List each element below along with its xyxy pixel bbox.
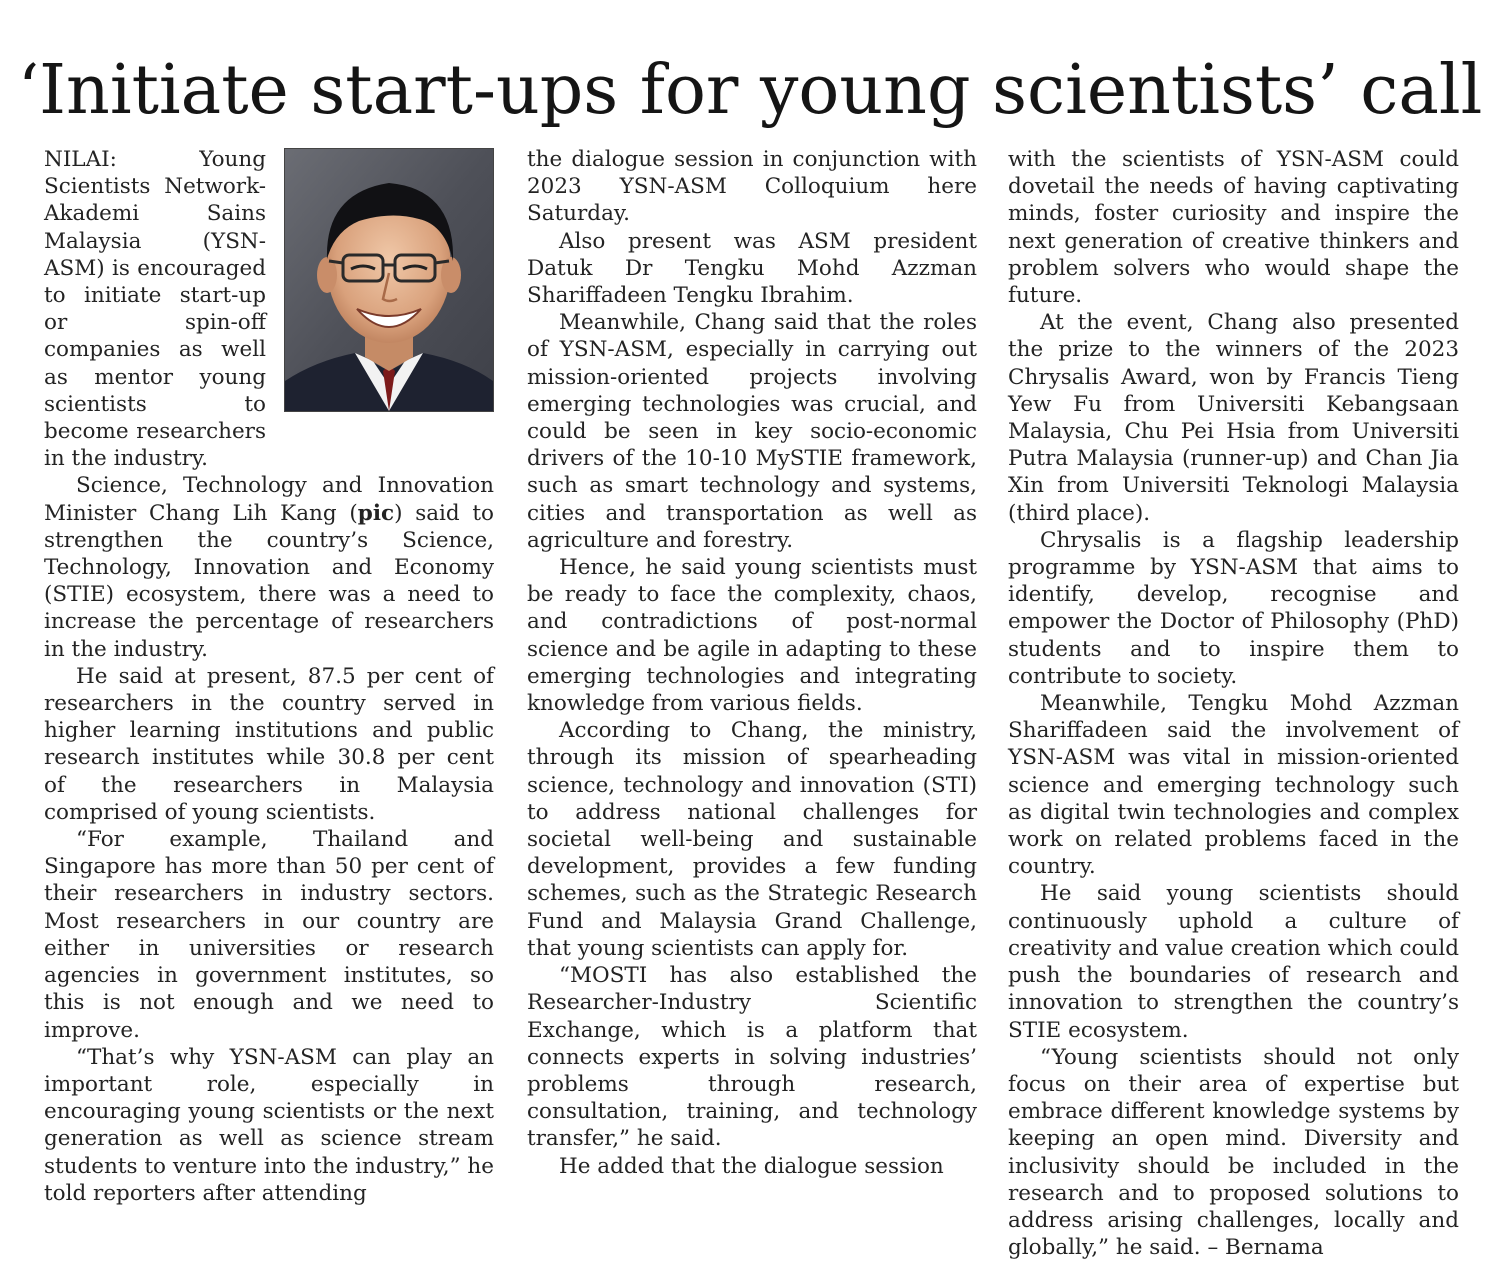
portrait-photo-icon bbox=[285, 149, 493, 411]
paragraph: “That’s why YSN-ASM can play an important role, especially in encouraging young scientists or the next generation as well as science stream students to venture into the industry,” he told reporters after attending bbox=[44, 1044, 494, 1206]
paragraph: NILAI: Young Scientists Network-Akademi Sains Malaysia (YSN-ASM) is encouraged to initiate start-up or spin-off companies as well as mentor young scientists to become researchers in the industry. bbox=[44, 147, 266, 472]
paragraph bbox=[1008, 1044, 1459, 1261]
paragraph: Also present was ASM president Datuk Dr Tengku Mohd Azzman Shariffadeen Tengku Ibrahim. bbox=[527, 228, 977, 309]
byline-credit: – Bernama bbox=[1207, 1235, 1324, 1261]
paragraph: Meanwhile, Tengku Mohd Azzman Shariffadeen said the involvement of YSN-ASM was vital in mission-oriented science and emerging technology such as digital twin technologies and complex work on related problems faced in the country. bbox=[1008, 691, 1459, 880]
article-column-2 bbox=[527, 146, 977, 1180]
portrait-photo bbox=[284, 148, 494, 412]
paragraph bbox=[44, 472, 494, 662]
paragraph: Chrysalis is a flagship leadership programme by YSN-ASM that aims to identify, develop, recognise and empower the Doctor of Philosophy (PhD) students and to inspire them to contribute to society. bbox=[1008, 527, 1459, 689]
paragraph: with the scientists of YSN-ASM could dovetail the needs of having captivating minds, foster curiosity and inspire the next generation of creative thinkers and problem solvers who would shape the future. bbox=[1008, 147, 1459, 309]
pic-reference: pic bbox=[357, 500, 395, 526]
clipped-previous-article-text bbox=[110, 0, 1330, 34]
text-run: ) said to strengthen the country’s Science, Technology, Innovation and Economy (STIE) ecosystem, there was a need to increase the percentage of researchers in the industry. bbox=[44, 500, 494, 662]
text-run: Science, Technology and Innovation Minister Chang Lih Kang ( bbox=[44, 473, 494, 526]
paragraph: He said young scientists should continuously uphold a culture of creativity and value creation which could push the boundaries of research and innovation to strengthen the country’s STIE ecosystem. bbox=[1008, 881, 1459, 1043]
paragraph: the dialogue session in conjunction with 2023 YSN-ASM Colloquium here Saturday. bbox=[527, 147, 977, 227]
paragraph: Hence, he said young scientists must be ready to face the complexity, chaos, and contradictions of post-normal science and be agile in adapting to these emerging technologies and integrating knowledge from various fields. bbox=[527, 555, 977, 717]
text-run: “Young scientists should not only focus on their area of expertise but embrace different knowledge systems by keeping an open mind. Diversity and inclusivity should be included in the research and to proposed solutions to address arising challenges, locally and globally,” he said. bbox=[1008, 1044, 1459, 1261]
paragraph: He added that the dialogue session bbox=[559, 1153, 944, 1179]
paragraph: At the event, Chang also presented the prize to the winners of the 2023 Chrysalis Award, won by Francis Tieng Yew Fu from Universiti Kebangsaan Malaysia, Chu Pei Hsia from Universiti Putra Malaysia (runner-up) and Chan Jia Xin from Universiti Teknologi Malaysia (third place). bbox=[1008, 310, 1459, 526]
paragraph: “For example, Thailand and Singapore has more than 50 per cent of their researchers in industry sectors. Most researchers in our country are either in universities or research agencies in government institutes, so this is not enough and we need to improve. bbox=[44, 827, 494, 1043]
paragraph: He said at present, 87.5 per cent of researchers in the country served in higher learning institutions and public research institutes while 30.8 per cent of the researchers in Malaysia comprised of young scientists. bbox=[44, 663, 494, 825]
paragraph: Meanwhile, Chang said that the roles of YSN-ASM, especially in carrying out mission-oriented projects involving emerging technologies was crucial, and could be seen in key socio-economic drivers of the 10-10 MySTIE framework, such as smart technology and systems, cities and transportation as well as agriculture and forestry. bbox=[527, 310, 977, 553]
paragraph: According to Chang, the ministry, through its mission of spearheading science, technology and innovation (STI) to address national challenges for societal well-being and sustainable development, provides a few funding schemes, such as the Strategic Research Fund and Malaysia Grand Challenge, that young scientists can apply for. bbox=[527, 718, 977, 961]
article-column-3 bbox=[1008, 146, 1459, 1261]
article-headline: ‘Initiate start-ups for young scientists’ call bbox=[17, 51, 1483, 130]
paragraph: “MOSTI has also established the Researcher-Industry Scientific Exchange, which is a platform that connects experts in solving industries’ problems through research, consultation, training, and technology transfer,” he said. bbox=[527, 963, 977, 1152]
article-column-1 bbox=[44, 146, 494, 1207]
